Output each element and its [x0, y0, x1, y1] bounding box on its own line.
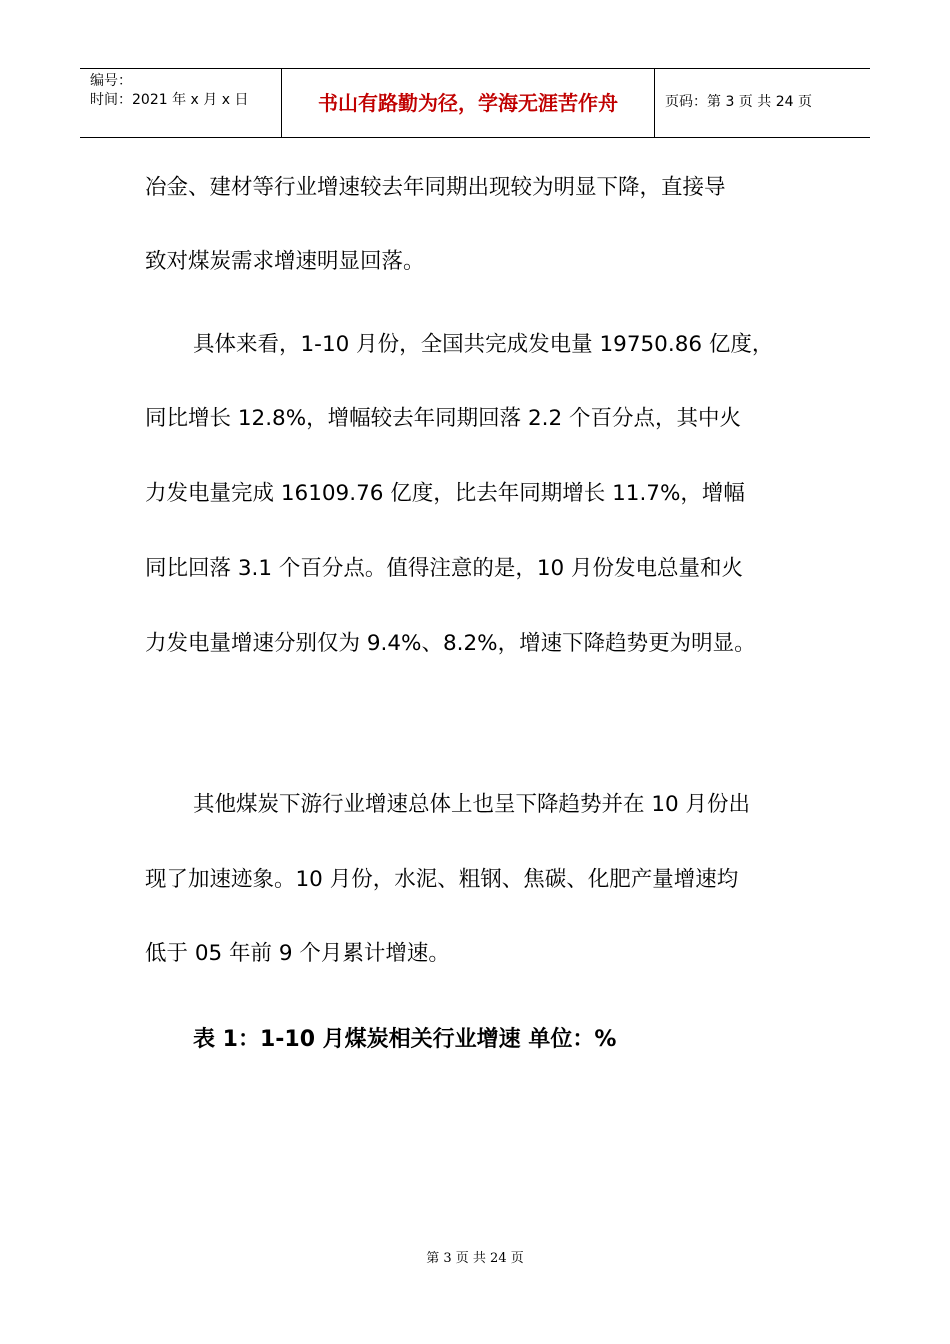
- body-line: 现了加速迹象。10 月份，水泥、粗钢、焦碳、化肥产量增速均: [145, 867, 739, 892]
- body-line: 低于 05 年前 9 个月累计增速。: [145, 941, 450, 966]
- body-line: 同比回落 3.1 个百分点。值得注意的是，10 月份发电总量和火: [145, 556, 744, 581]
- document-time-label: 时间：2021 年 x 月 x 日: [90, 92, 249, 108]
- body-line: 其他煤炭下游行业增速总体上也呈下降趋势并在 10 月份出: [193, 792, 751, 817]
- header-meta-cell: [80, 69, 282, 137]
- document-number-label: 编号：: [90, 73, 132, 89]
- page-footer: 第 3 页 共 24 页: [426, 1251, 524, 1266]
- header-motto-cell: [282, 69, 655, 137]
- header-motto: 书山有路勤为径，学海无涯苦作舟: [318, 91, 618, 115]
- body-line: 致对煤炭需求增速明显回落。: [145, 249, 425, 274]
- body-line: 具体来看，1-10 月份，全国共完成发电量 19750.86 亿度，: [193, 332, 774, 357]
- header-page-cell: [655, 69, 870, 137]
- body-line: 冶金、建材等行业增速较去年同期出现较为明显下降，直接导: [145, 175, 726, 200]
- body-line: 同比增长 12.8%，增幅较去年同期回落 2.2 个百分点，其中火: [145, 406, 741, 431]
- header-page-info: 页码：第 3 页 共 24 页: [665, 94, 812, 110]
- body-line: 力发电量完成 16109.76 亿度，比去年同期增长 11.7%，增幅: [145, 481, 745, 506]
- page-header: [80, 68, 870, 138]
- table-title: 表 1：1-10 月煤炭相关行业增速 单位：%: [193, 1027, 617, 1052]
- body-line: 力发电量增速分别仅为 9.4%、8.2%，增速下降趋势更为明显。: [145, 631, 756, 656]
